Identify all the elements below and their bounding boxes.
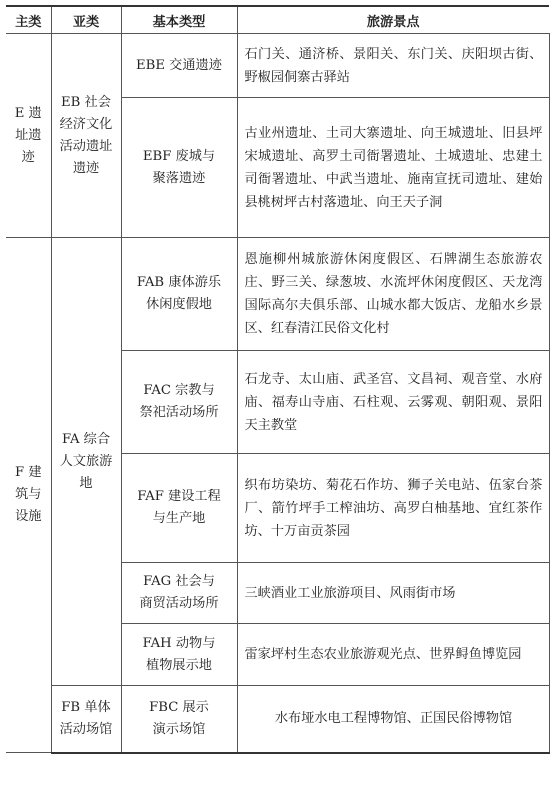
- basic-type-cell: [121, 624, 237, 686]
- header-sub-class: 亚类: [51, 6, 121, 34]
- tourist-sites-cell: 水布垭水电工程博物馆、正国民俗博物馆: [237, 686, 549, 753]
- basic-type-cell: [121, 454, 237, 563]
- header-main-class: 主类: [6, 6, 51, 34]
- tourism-classification-table-wrap: [6, 5, 549, 754]
- header-row: [6, 6, 549, 34]
- basic-type-label: FBC 展示演示场馆: [149, 699, 209, 737]
- table-body: [6, 34, 549, 753]
- header-tourist-sites: 旅游景点: [237, 6, 549, 34]
- main-class-cell: [6, 34, 51, 238]
- main-class-label: E 遗址遗迹: [14, 105, 42, 165]
- tourist-sites-cell: 古业州遗址、土司大寨遗址、向王城遗址、旧县坪宋城遗址、高罗土司衙署遗址、土城遗址、忠建土司衙署遗址、中武当遗址、施南宣抚司遗址、建始县桃树坪古村落遗址、向王天子洞: [237, 98, 549, 238]
- basic-type-cell: [121, 686, 237, 753]
- sub-class-cell: [51, 238, 121, 686]
- table-row: [6, 238, 549, 351]
- tourist-sites-cell: 恩施柳州城旅游休闲度假区、石牌湖生态旅游农庄、野三关、绿葱坡、水流坪休闲度假区、天龙湾国际高尔夫俱乐部、山城水都大饭店、龙船水乡景区、红春清江民俗文化村: [237, 238, 549, 351]
- header-basic-type: 基本类型: [121, 6, 237, 34]
- basic-type-cell: [121, 98, 237, 238]
- sub-class-label: EB 社会经济文化活动遗址遗迹: [59, 94, 113, 176]
- tourist-sites-cell: 石龙寺、太山庙、武圣宫、文昌祠、观音堂、水府庙、福寿山寺庙、石柱观、云雾观、朝阳观、景阳天主教堂: [237, 351, 549, 454]
- sub-class-cell: [51, 34, 121, 238]
- basic-type-cell: [121, 351, 237, 454]
- main-class-label: F 建筑与设施: [14, 465, 42, 524]
- basic-type-label: FAC 宗教与祭祀活动场所: [139, 383, 219, 420]
- tourist-sites-cell: 雷家坪村生态农业旅游观光点、世界鲟鱼博览园: [237, 624, 549, 686]
- sub-class-label: FB 单体活动场馆: [59, 699, 113, 737]
- tourist-sites-cell: 石门关、通济桥、景阳关、东门关、庆阳坝古街、野椒园侗寨古驿站: [237, 34, 549, 98]
- basic-type-label: FAF 建设工程与生产地: [137, 489, 221, 526]
- basic-type-label: EBF 废城与聚落遗迹: [142, 148, 216, 186]
- table-row: [6, 686, 549, 753]
- basic-type-label: EBE 交通遗迹: [136, 57, 222, 73]
- tourist-sites-cell: 织布坊染坊、菊花石作坊、狮子关电站、伍家台茶厂、箭竹坪手工榨油坊、高罗白柚基地、宜红茶作坊、十万亩贡茶园: [237, 454, 549, 563]
- basic-type-cell: [121, 563, 237, 624]
- sub-class-cell: [51, 686, 121, 753]
- basic-type-cell: [121, 238, 237, 351]
- tourism-classification-table: [6, 5, 550, 754]
- table-header: [6, 6, 549, 34]
- basic-type-cell: [121, 34, 237, 98]
- sub-class-label: FA 综合人文旅游地: [59, 431, 113, 491]
- tourist-sites-cell: 三峡酒业工业旅游项目、风雨街市场: [237, 563, 549, 624]
- table-row: [6, 34, 549, 98]
- basic-type-label: FAH 动物与植物展示地: [142, 635, 216, 673]
- main-class-cell: [6, 238, 51, 753]
- basic-type-label: FAB 康体游乐休闲度假地: [136, 275, 222, 312]
- basic-type-label: FAG 社会与商贸活动场所: [139, 574, 219, 611]
